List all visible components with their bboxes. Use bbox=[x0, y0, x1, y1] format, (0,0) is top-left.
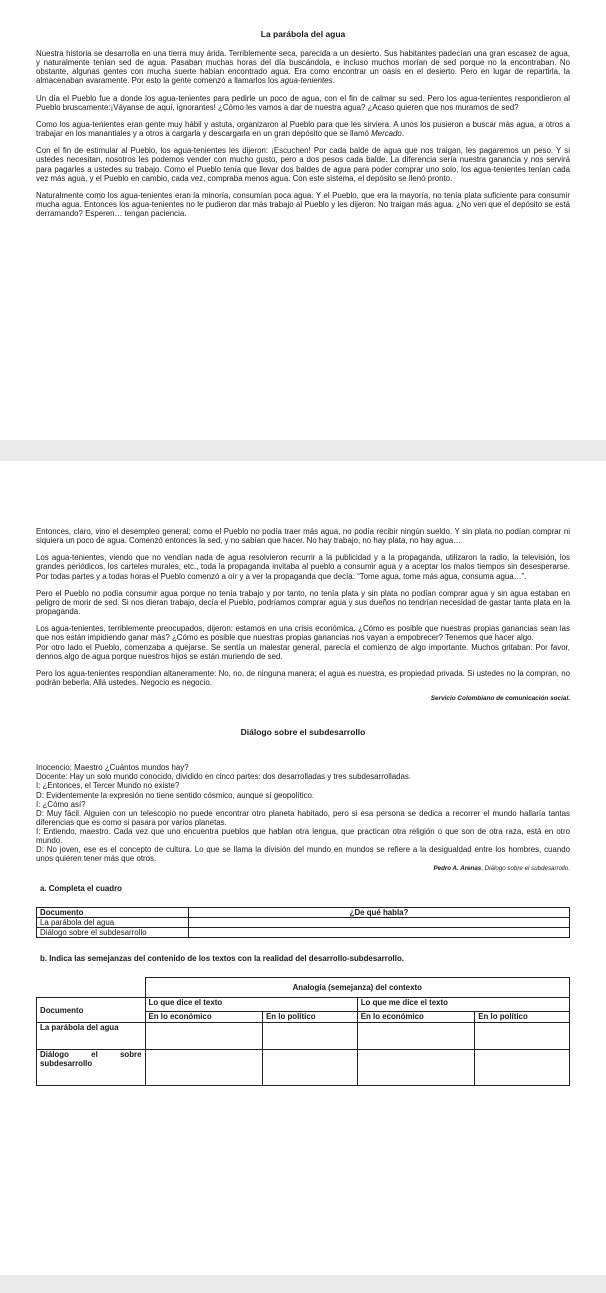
document-page-1 bbox=[0, 0, 606, 440]
table-a-answer-cell[interactable] bbox=[189, 928, 570, 938]
table-b-group-me: Lo que me dice el texto bbox=[357, 998, 569, 1012]
paragraph: Los agua-tenientes, terriblemente preocupados, dijeron: estamos en una crisis económica. ¿Cómo es posible que nuestras propias ganancias sean las que nos están impidiendo ganar más? ¿Cómo es posible que nuestras propias ganancias nos vayan a empobrecer? Tenemos que hacer algo. Por otro lado el Pueblo, comenzaba a quejarse. Se sentía un malestar general, parecía el comienzo de algo importante. Muchos gritaban: Por favor, dennos algo de agua porque nuestros hijos se están muriendo de sed. bbox=[36, 624, 570, 661]
table-b-group-text: Lo que dice el texto bbox=[145, 998, 357, 1012]
dialog-title: Diálogo sobre el subdesarrollo bbox=[240, 727, 366, 738]
author-citation: Pedro A. Arenas, Diálogo sobre el subdesarrollo. bbox=[433, 865, 570, 873]
paragraph: Como los agua-tenientes eran gente muy hábil y astuta, organizaron al Pueblo para que les sirviera. A unos los pusieron a buscar más agua, a otros a trabajar en los manantiales y a otros a cargarla y descargarla en un gran depósito que se llamó Mercado. bbox=[36, 119, 570, 139]
table-b-answer-cell[interactable] bbox=[263, 1023, 358, 1050]
dialog-line: I: ¿Cómo así? bbox=[36, 799, 86, 809]
dialog-line: D: No joven, ese es el concepto de cultura. Lo que se llama la división del mundo en mundos se refiere a la desigualdad entre los hombres, cuando unos quieren tener más que otros. bbox=[36, 845, 570, 864]
paragraph: Naturalmente como los agua-tenientes eran la minoría, consumían poca agua. Y el Pueblo, que era la mayoría, no tenía plata suficiente para consumir mucha agua. Entonces los agua-tenientes no le pudieron dar más trabajo al Pueblo y les dijeron: No traigan más agua. ¿No ven que el depósito se está derramando? Esperen… tengan paciencia. bbox=[36, 190, 570, 219]
table-a bbox=[36, 907, 570, 938]
question-a: a. Completa el cuadro bbox=[40, 884, 122, 894]
table-b-doc-header: Documento bbox=[37, 998, 146, 1023]
paragraph: Pero los agua-tenientes respondían altaneramente: No, no, de ninguna manera; el agua es nuestra, es propiedad privada. Si ustedes no la compran, no podrán beberla. Allá ustedes. Negocio es negocio. bbox=[36, 668, 570, 687]
table-b bbox=[36, 977, 570, 1086]
question-b: b. Indica las semejanzas del contenido de los textos con la realidad del desarrollo-subdesarrollo. bbox=[40, 954, 404, 964]
table-b-sub-economic: En lo económico bbox=[145, 1012, 263, 1023]
table-a-header-topic: ¿De qué habla? bbox=[189, 908, 570, 918]
dialog-line: Inocencio: Maestro ¿Cuántos mundos hay? bbox=[36, 763, 189, 773]
table-b-top-header: Analogía (semejanza) del contexto bbox=[145, 978, 570, 998]
dialog-line: Docente: Hay un solo mundo conocido, dividido en cinco partes: dos desarrolladas y tres subdesarrolladas. bbox=[36, 772, 412, 782]
table-b-answer-cell[interactable] bbox=[263, 1050, 358, 1086]
dialog-line: I: Entiendo, maestro. Cada vez que uno encuentra pueblos que hablan otra lengua, que practican otra religión o que son de otra raza, está en otro mundo. bbox=[36, 826, 570, 845]
table-b-sub-political: En lo político bbox=[263, 1012, 358, 1023]
paragraph: Pero el Pueblo no podía consumir agua porque no tenía trabajo y por tanto, no tenía plata y sin plata no podían comprar agua y sin agua estaban en peligro de morir de sed. Si nos dieran trabajo, decía el Pueblo, podríamos comprar agua y sus dueños no tendrían necesidad de gastar tanta plata en la propaganda. bbox=[36, 588, 570, 617]
table-a-row-label: Diálogo sobre el subdesarrollo bbox=[37, 928, 189, 938]
paragraph: Los agua-tenientes, viendo que no vendían nada de agua resolvieron recurrir a la publicidad y a la propaganda, utilizaron la radio, la televisión, los grandes periódicos, los carteles murales, etc., toda la propaganda invitaba al pueblo a consumir agua y a aceptar los malos tiempos sin desesperarse. Por todas partes y a todas horas el Pueblo comenzó a oír y a ver la propaganda que decía: “Tome agua, tome más agua, consuma agua…”. bbox=[36, 553, 570, 581]
table-a-answer-cell[interactable] bbox=[189, 918, 570, 928]
dialog-text bbox=[36, 763, 570, 863]
table-b-answer-cell[interactable] bbox=[475, 1023, 570, 1050]
table-b-answer-cell[interactable] bbox=[475, 1050, 570, 1086]
table-b-answer-cell[interactable] bbox=[145, 1023, 263, 1050]
table-b-sub-political: En lo político bbox=[475, 1012, 570, 1023]
table-a-row-label: La parábola del agua bbox=[37, 918, 189, 928]
paragraph: Nuestra historia se desarrolla en una tierra muy árida. Terriblemente seca, parecida a un desierto. Sus habitantes padecían una gran escasez de agua, y naturalmente tenían sed de agua. Pasaban muchas horas del día buscándola, e incluso muchos morían de sed porque no la encontraban. No obstante, algunas gentes con mucha suerte habían encontrado agua. Era como encontrar un oasis en el desierto. Pero en lugar de repartirla, la almacenaban avaramente. Por esto la gente comenzó a llamarlos los agua-tenientes. bbox=[36, 49, 570, 86]
table-b-row-label: La parábola del agua bbox=[37, 1023, 146, 1050]
dialog-line: D: Evidentemente la expresión no tiene sentido cósmico, aunque sí geopolítico. bbox=[36, 790, 315, 800]
table-b-row-label: Diálogo el sobre subdesarrollo bbox=[37, 1050, 146, 1086]
source-citation: Servicio Colombiano de comunicación social. bbox=[430, 695, 570, 703]
paragraph: Con el fin de estimular al Pueblo, los agua-tenientes les dijeron: ¡Escuchen! Por cada balde de agua que nos traigan, les pagaremos un peso. Y si ustedes necesitan, nosotros les podemos vender con mucho gusto, pero a dos pesos cada balde. La diferencia sería nuestra ganancia y nos servirá para pagarles a ustedes su trabajo. Como el Pueblo tenía que llevar dos baldes de agua para poder comprar uno solo, los agua-tenientes tenían cada vez más agua, y el Pueblo en cambio, cada vez, compraba menos agua. Con este sistema, el depósito se llenó pronto. bbox=[36, 146, 570, 183]
table-a-header-document: Documento bbox=[37, 908, 189, 918]
dialog-line: D: Muy fácil. Alguien con un telescopio no puede encontrar otro planeta habitado, pero si esa persona se dedica a recorrer el mundo hallaría tantas diferencias que es como si pasara por varios planetas. bbox=[36, 808, 570, 827]
dialog-line: I: ¿Entonces, el Tercer Mundo no existe? bbox=[36, 781, 180, 791]
paragraph: Un día el Pueblo fue a donde los agua-tenientes para pedirle un poco de agua, con el fin de calmar su sed. Pero los agua-tenientes respondieron al Pueblo bruscamente:¡Váyanse de aquí, ignorantes! ¿Cómo les vamos a dar de nuestra agua? ¿Acaso quieren que nos muramos de sed? bbox=[36, 93, 570, 112]
parable-title: La parábola del agua bbox=[260, 29, 346, 39]
document-page-2 bbox=[0, 461, 606, 1275]
table-b-sub-economic: En lo económico bbox=[357, 1012, 475, 1023]
paragraph: Entonces, claro, vino el desempleo general: como el Pueblo no podía traer más agua, no podía recibir ningún sueldo. Y sin plata no podían comprar ni siquiera un poco de agua. Comenzó entonces la sed, y no sabían que hacer. No hay trabajo, no hay plata, no hay agua… bbox=[36, 527, 570, 546]
table-b-answer-cell[interactable] bbox=[357, 1050, 475, 1086]
table-b-answer-cell[interactable] bbox=[357, 1023, 475, 1050]
table-b-answer-cell[interactable] bbox=[145, 1050, 263, 1086]
